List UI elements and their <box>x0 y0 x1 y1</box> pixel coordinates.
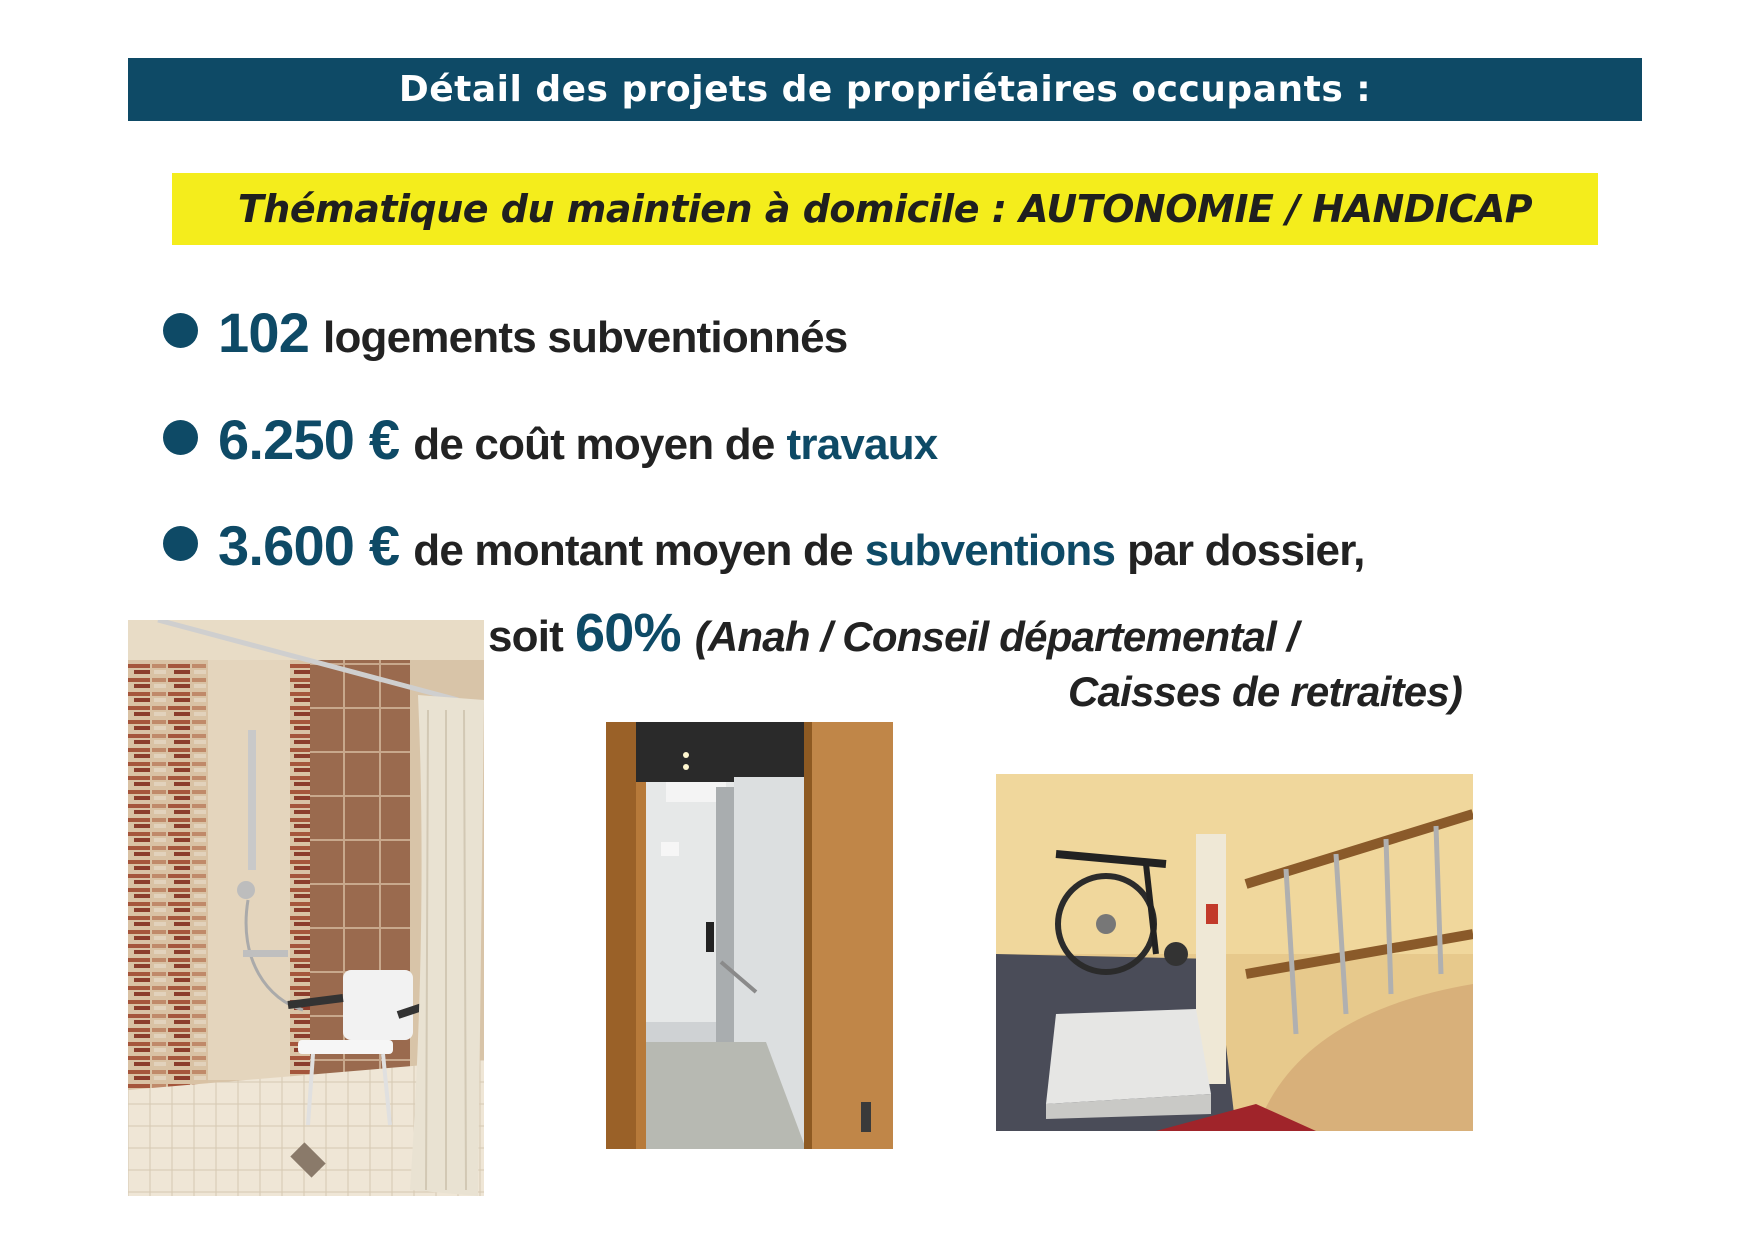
bullet-icon <box>163 313 198 348</box>
photo-accessible-shower <box>128 620 484 1196</box>
page-title: Détail des projets de propriétaires occupants : <box>128 58 1642 121</box>
stat-housing-label: logements subventionnés <box>323 313 848 362</box>
funders-line-2: Caisses de retraites) <box>1068 668 1463 715</box>
stat-works <box>163 407 937 472</box>
stat-works-label: de coût moyen de <box>413 420 775 469</box>
theme-banner: Thématique du maintien à domicile : AUTONOMIE / HANDICAP <box>172 173 1598 245</box>
photo-home-lift <box>606 722 893 1149</box>
bullet-icon <box>163 526 198 561</box>
stat-grants-percent-line <box>488 602 1298 664</box>
stat-grants-suffix: par dossier, <box>1127 526 1365 575</box>
bullet-icon <box>163 420 198 455</box>
stat-works-accent: travaux <box>786 420 938 469</box>
stat-grants-label: de montant moyen de <box>413 526 853 575</box>
stat-works-value: 6.250 € <box>218 408 400 471</box>
stat-housing <box>163 300 847 365</box>
stat-housing-value: 102 <box>218 301 310 364</box>
stat-grants <box>163 513 1365 578</box>
soit-label: soit <box>488 612 564 661</box>
stat-grants-accent: subventions <box>864 526 1116 575</box>
grant-percent: 60% <box>575 603 681 663</box>
funders-line-1: (Anah / Conseil départemental / <box>694 613 1298 660</box>
stat-grants-value: 3.600 € <box>218 514 400 577</box>
photo-stair-lift <box>996 774 1473 1131</box>
